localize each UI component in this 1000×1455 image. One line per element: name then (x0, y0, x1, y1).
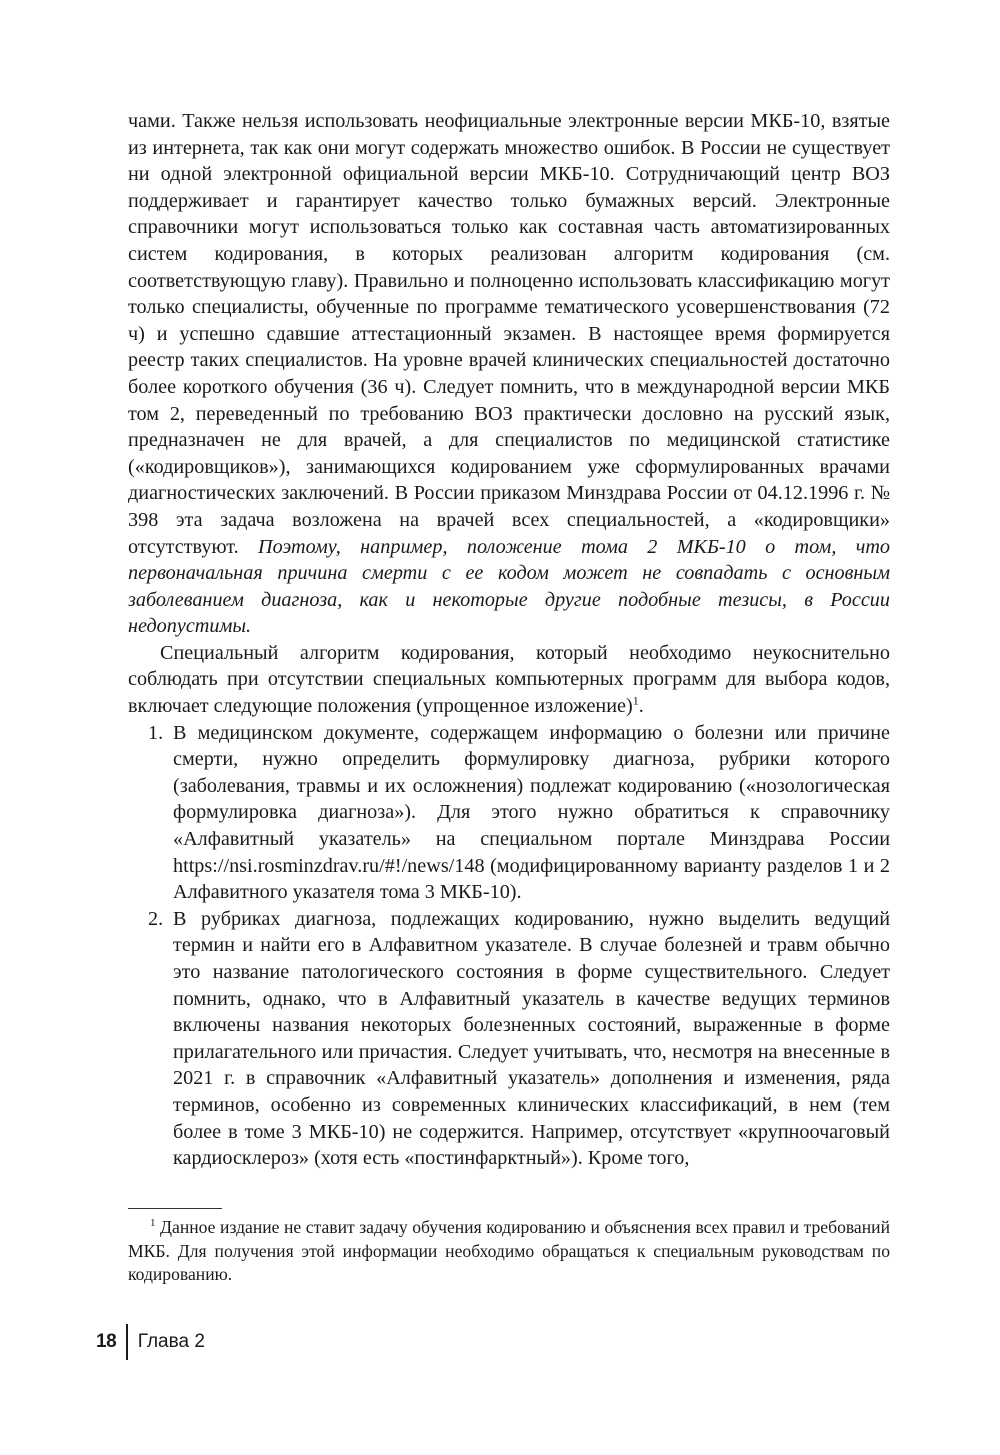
footnote-reference[interactable]: 1 (632, 693, 639, 708)
list-item (128, 906, 890, 1172)
list-item (128, 720, 890, 906)
list-item-number: 2. (148, 907, 164, 930)
page-body (128, 108, 890, 1172)
paragraph-1 (128, 108, 890, 640)
paragraph-2-end: . (638, 695, 644, 718)
paragraph-1-italic: Поэтому, например, положение тома 2 МКБ-10 о том, что первоначальная причина смерти с ее кодом может не совпадать с основным заболеванием диагноза, как и некоторые другие подобные тезисы, в России недопустимы. (128, 535, 891, 638)
list-item-text: В медицинском документе, содержащем информацию о болезни или причине смерти, нужно определить формулировку диагноза, рубрики которого (заболевания, травмы и их осложнения) подлежат кодированию («нозологическая формулировка диагноза»). Для этого нужно обратиться к справочнику «Алфавитный указатель» на специальном портале Минздрава России https://nsi.rosminzdrav.ru/#!/news/148 (модифицированному варианту разделов 1 и 2 Алфавитного указателя тома 3 МКБ-10). (173, 721, 890, 904)
algorithm-list (128, 720, 890, 1172)
footnote (128, 1216, 890, 1287)
footnote-marker: 1 (150, 1217, 156, 1230)
list-item-text: В рубриках диагноза, подлежащих кодированию, нужно выделить ведущий термин и найти его в Алфавитном указателе. В случае болезней и травм обычно это название патологического состояния в форме существительного. Следует помнить, однако, что в Алфавитный указатель в качестве ведущих терминов включены названия некоторых болезненных состояний, выраженные в форме прилагательного или причастия. Следует учитывать, что, несмотря на внесенные в 2021 г. в справочник «Алфавитный указатель» дополнения и изменения, ряда терминов, особенно из современных клинических классификаций, в нем (тем более в томе 3 МКБ-10) не содержится. Например, отсутствует «крупноочаговый кардиосклероз» (хотя есть «постинфарктный»). Кроме того, (173, 907, 890, 1170)
footnote-divider (128, 1208, 222, 1209)
paragraph-2 (128, 640, 890, 720)
page-footer (96, 1322, 205, 1362)
list-item-number: 1. (148, 721, 164, 744)
footer-divider (126, 1324, 128, 1360)
footnote-text: Данное издание не ставит задачу обучения кодированию и объяснения всех правил и требований МКБ. Для получения этой информации необходимо обращаться к специальным руководствам по кодированию. (128, 1217, 890, 1284)
paragraph-2-text: Специальный алгоритм кодирования, который необходимо неукоснительно соблюдать при отсутствии специальных компьютерных программ для выбора кодов, включает следующие положения (упрощенное изложение) (128, 641, 890, 718)
page-number: 18 (96, 1331, 117, 1352)
chapter-label: Глава 2 (137, 1331, 205, 1352)
paragraph-1-text: чами. Также нельзя использовать неофициальные электронные версии МКБ-10, взятые из интернета, так как они могут содержать множество ошибок. В России не существует ни одной электронной официальной версии МКБ-10. Сотрудничающий центр ВОЗ поддерживает и гарантирует качество только бумажных версий. Электронные справочники могут использоваться только как составная часть автоматизированных систем кодирования, в которых реализован алгоритм кодирования (см. соответствующую главу). Правильно и полноценно использовать классификацию могут только специалисты, обученные по программе тематического усовершенствования (72 ч) и успешно сдавшие аттестационный экзамен. В настоящее время формируется реестр таких специалистов. На уровне врачей клинических специальностей достаточно более короткого обучения (36 ч). Следует помнить, что в международной версии МКБ том 2, переведенный по требованию ВОЗ практически дословно на русский язык, предназначен не для врачей, а для специалистов по медицинской статистике («кодировщиков»), занимающихся кодированием уже сформулированных врачами диагностических заключений. В России приказом Минздрава России от 04.12.1996 г. № 398 эта задача возложена на врачей всех специальностей, а «кодировщики» отсутствуют. (128, 110, 890, 558)
